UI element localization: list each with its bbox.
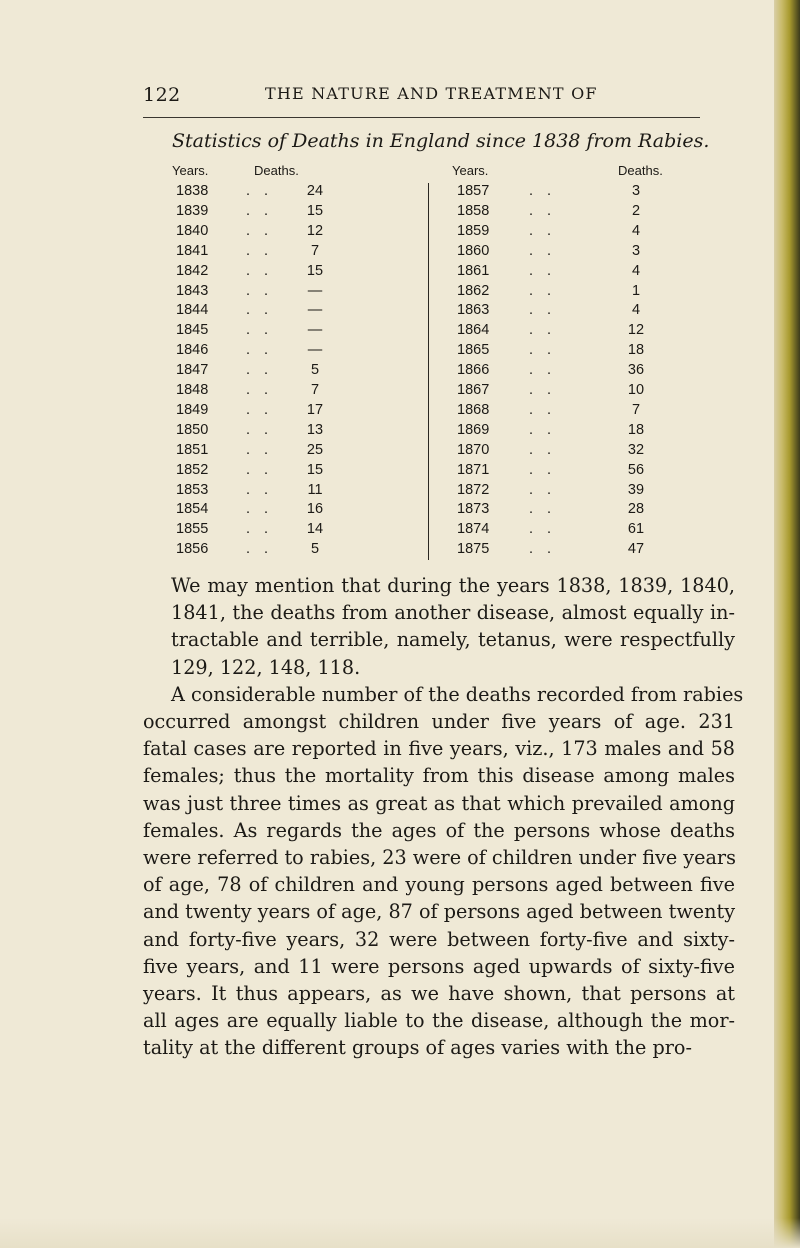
text-line: five years, and 11 were persons aged upwards of sixty-five	[143, 954, 735, 978]
leader-dots: ..	[246, 282, 283, 299]
deaths-table	[150, 163, 720, 563]
leader-dots: ..	[529, 441, 566, 458]
year-cell: 1853	[176, 481, 209, 498]
text-line: tractable and terrible, namely, tetanus, were respectfully	[171, 628, 735, 652]
deaths-cell: 15	[306, 202, 324, 219]
text-line: and twenty years of age, 87 of persons aged between twenty	[143, 900, 736, 924]
year-cell: 1867	[457, 382, 490, 398]
table-row	[430, 183, 710, 203]
deaths-cell: 4	[631, 262, 641, 279]
deaths-cell: 10	[627, 382, 645, 398]
year-cell: 1871	[457, 461, 490, 478]
table-row	[150, 482, 430, 502]
leader-dots: ..	[529, 421, 566, 438]
table-row	[150, 501, 430, 521]
table-row	[150, 243, 430, 263]
deaths-cell: 12	[627, 322, 645, 339]
year-cell: 1846	[176, 342, 209, 359]
leader-dots: ..	[529, 222, 566, 239]
year-cell: 1859	[457, 222, 490, 239]
leader-dots: ..	[529, 282, 566, 299]
table-row	[150, 223, 430, 243]
year-cell: 1845	[176, 322, 209, 339]
year-cell: 1873	[457, 501, 490, 518]
text-line: fatal cases are reported in five years, viz., 173 males and 58	[143, 737, 735, 761]
year-cell: 1865	[457, 342, 490, 359]
year-cell: 1852	[176, 461, 209, 478]
leader-dots: ..	[529, 382, 566, 398]
deaths-cell: —	[307, 282, 323, 299]
deaths-cell: 14	[306, 521, 324, 538]
deaths-cell: 7	[631, 401, 641, 418]
running-title: THE NATURE AND TREATMENT OF	[265, 84, 598, 103]
header-rule	[143, 117, 700, 118]
text-line: A considerable number of the deaths recorded from rabies	[171, 682, 744, 706]
table-row	[150, 302, 430, 322]
year-cell: 1854	[176, 501, 209, 518]
years-header: Years.	[452, 163, 489, 178]
year-cell: 1851	[176, 441, 209, 458]
table-row	[430, 541, 710, 561]
table-row	[430, 362, 710, 382]
text-line: females; thus the mortality from this disease among males	[143, 764, 735, 788]
text-line: of age, 78 of children and young persons aged between five	[143, 873, 735, 897]
leader-dots: ..	[529, 401, 566, 418]
year-cell: 1863	[457, 302, 490, 319]
page-edge-shadow	[774, 0, 800, 1248]
table-row	[430, 402, 710, 422]
table-header-right	[430, 163, 710, 181]
year-cell: 1848	[176, 382, 209, 398]
leader-dots: ..	[246, 202, 283, 219]
table-row	[430, 302, 710, 322]
deaths-cell: 13	[306, 421, 324, 438]
paragraph-age-statistics	[143, 681, 744, 1062]
year-cell: 1864	[457, 322, 490, 339]
deaths-cell: 56	[627, 461, 645, 478]
year-cell: 1841	[176, 242, 209, 259]
deaths-cell: 18	[627, 342, 645, 359]
text-line: 129, 122, 148, 118.	[171, 655, 361, 679]
year-cell: 1870	[457, 441, 490, 458]
table-row	[430, 382, 710, 402]
year-cell: 1838	[176, 183, 209, 199]
deaths-cell: 5	[310, 541, 320, 558]
column-divider	[428, 183, 429, 560]
table-row	[430, 283, 710, 303]
leader-dots: ..	[246, 521, 283, 538]
deaths-cell: 17	[306, 401, 324, 418]
table-row	[430, 263, 710, 283]
table-row	[150, 283, 430, 303]
table-row	[150, 402, 430, 422]
year-cell: 1844	[176, 302, 209, 319]
text-line: occurred amongst children under five years of age. 231	[143, 710, 735, 734]
year-cell: 1860	[457, 242, 490, 259]
year-cell: 1866	[457, 362, 490, 379]
deaths-cell: 61	[627, 521, 645, 538]
table-row	[430, 521, 710, 541]
leader-dots: ..	[529, 342, 566, 359]
year-cell: 1857	[457, 183, 490, 199]
text-line: 1841, the deaths from another disease, almost equally in-	[171, 601, 735, 625]
leader-dots: ..	[529, 183, 566, 199]
leader-dots: ..	[246, 501, 283, 518]
leader-dots: ..	[529, 242, 566, 259]
year-cell: 1861	[457, 262, 490, 279]
table-row	[430, 501, 710, 521]
text-line: were referred to rabies, 23 were of children under five years	[143, 846, 736, 870]
table-row	[150, 521, 430, 541]
table-row	[150, 541, 430, 561]
year-cell: 1856	[176, 541, 209, 558]
year-cell: 1868	[457, 401, 490, 418]
deaths-cell: 28	[627, 501, 645, 518]
deaths-cell: —	[307, 342, 323, 359]
table-row	[150, 382, 430, 402]
body-text	[143, 572, 744, 1062]
leader-dots: ..	[246, 222, 283, 239]
table-row	[430, 342, 710, 362]
year-cell: 1847	[176, 362, 209, 379]
deaths-cell: 4	[631, 302, 641, 319]
text-line: all ages are equally liable to the disease, although the mor-	[143, 1009, 735, 1033]
deaths-cell: 15	[306, 461, 324, 478]
leader-dots: ..	[529, 302, 566, 319]
table-row	[150, 422, 430, 442]
text-line: We may mention that during the years 1838, 1839, 1840,	[171, 574, 735, 597]
deaths-cell: 7	[310, 382, 320, 398]
deaths-cell: —	[307, 302, 323, 319]
year-cell: 1874	[457, 521, 490, 538]
table-row	[150, 263, 430, 283]
deaths-cell: 18	[627, 421, 645, 438]
table-row	[150, 203, 430, 223]
page-header	[143, 84, 703, 110]
table-row	[150, 342, 430, 362]
table-row	[150, 183, 430, 203]
leader-dots: ..	[529, 521, 566, 538]
leader-dots: ..	[246, 183, 283, 199]
page-number: 122	[143, 84, 181, 106]
leader-dots: ..	[246, 461, 283, 478]
leader-dots: ..	[246, 441, 283, 458]
deaths-cell: 32	[627, 441, 645, 458]
deaths-cell: 25	[306, 441, 324, 458]
deaths-header: Deaths.	[618, 163, 663, 178]
text-line: tality at the different groups of ages varies with the pro-	[143, 1036, 692, 1060]
leader-dots: ..	[246, 322, 283, 339]
year-cell: 1869	[457, 421, 490, 438]
text-line: years. It thus appears, as we have shown, that persons at	[143, 982, 735, 1006]
table-row	[150, 322, 430, 342]
deaths-cell: 5	[310, 362, 320, 379]
leader-dots: ..	[529, 541, 566, 558]
year-cell: 1858	[457, 202, 490, 219]
text-line: was just three times as great as that which prevailed among	[143, 791, 735, 815]
table-row	[150, 442, 430, 462]
leader-dots: ..	[246, 382, 283, 398]
deaths-cell: 7	[310, 242, 320, 259]
text-line: and forty-five years, 32 were between forty-five and sixty-	[143, 927, 735, 951]
deaths-cell: —	[307, 322, 323, 339]
table-row	[150, 462, 430, 482]
year-cell: 1849	[176, 401, 209, 418]
leader-dots: ..	[246, 342, 283, 359]
deaths-cell: 15	[306, 262, 324, 279]
year-cell: 1855	[176, 521, 209, 538]
table-row	[430, 223, 710, 243]
table-row	[430, 203, 710, 223]
deaths-cell: 36	[627, 362, 645, 379]
leader-dots: ..	[246, 401, 283, 418]
deaths-cell: 12	[306, 222, 324, 239]
leader-dots: ..	[246, 541, 283, 558]
text-line: females. As regards the ages of the persons whose deaths	[143, 818, 735, 842]
leader-dots: ..	[529, 202, 566, 219]
year-cell: 1875	[457, 541, 490, 558]
year-cell: 1862	[457, 282, 490, 299]
leader-dots: ..	[246, 302, 283, 319]
leader-dots: ..	[246, 262, 283, 279]
paragraph-tetanus	[143, 572, 735, 681]
page-bottom-shading	[0, 1218, 800, 1248]
leader-dots: ..	[529, 461, 566, 478]
leader-dots: ..	[529, 362, 566, 379]
leader-dots: ..	[246, 362, 283, 379]
table-row	[430, 442, 710, 462]
deaths-cell: 4	[631, 222, 641, 239]
leader-dots: ..	[529, 262, 566, 279]
year-cell: 1850	[176, 421, 209, 438]
deaths-cell: 39	[627, 481, 645, 498]
table-title: Statistics of Deaths in England since 1838 from Rabies.	[172, 130, 710, 152]
deaths-cell: 3	[631, 183, 641, 199]
leader-dots: ..	[246, 242, 283, 259]
table-row	[430, 462, 710, 482]
year-cell: 1839	[176, 202, 209, 219]
deaths-cell: 2	[631, 202, 641, 219]
year-cell: 1872	[457, 481, 490, 498]
table-row	[430, 243, 710, 263]
deaths-cell: 1	[631, 282, 641, 299]
table-header-left	[150, 163, 430, 181]
leader-dots: ..	[246, 481, 283, 498]
deaths-cell: 24	[306, 183, 324, 199]
deaths-cell: 3	[631, 242, 641, 259]
leader-dots: ..	[529, 322, 566, 339]
leader-dots: ..	[246, 421, 283, 438]
table-row	[430, 322, 710, 342]
deaths-cell: 16	[306, 501, 324, 518]
year-cell: 1843	[176, 282, 209, 299]
table-row	[430, 422, 710, 442]
deaths-cell: 47	[627, 541, 645, 558]
table-row	[430, 482, 710, 502]
leader-dots: ..	[529, 481, 566, 498]
deaths-header: Deaths.	[254, 163, 299, 178]
year-cell: 1842	[176, 262, 209, 279]
table-row	[150, 362, 430, 382]
years-header: Years.	[172, 163, 209, 178]
year-cell: 1840	[176, 222, 209, 239]
leader-dots: ..	[529, 501, 566, 518]
deaths-cell: 11	[307, 481, 323, 498]
